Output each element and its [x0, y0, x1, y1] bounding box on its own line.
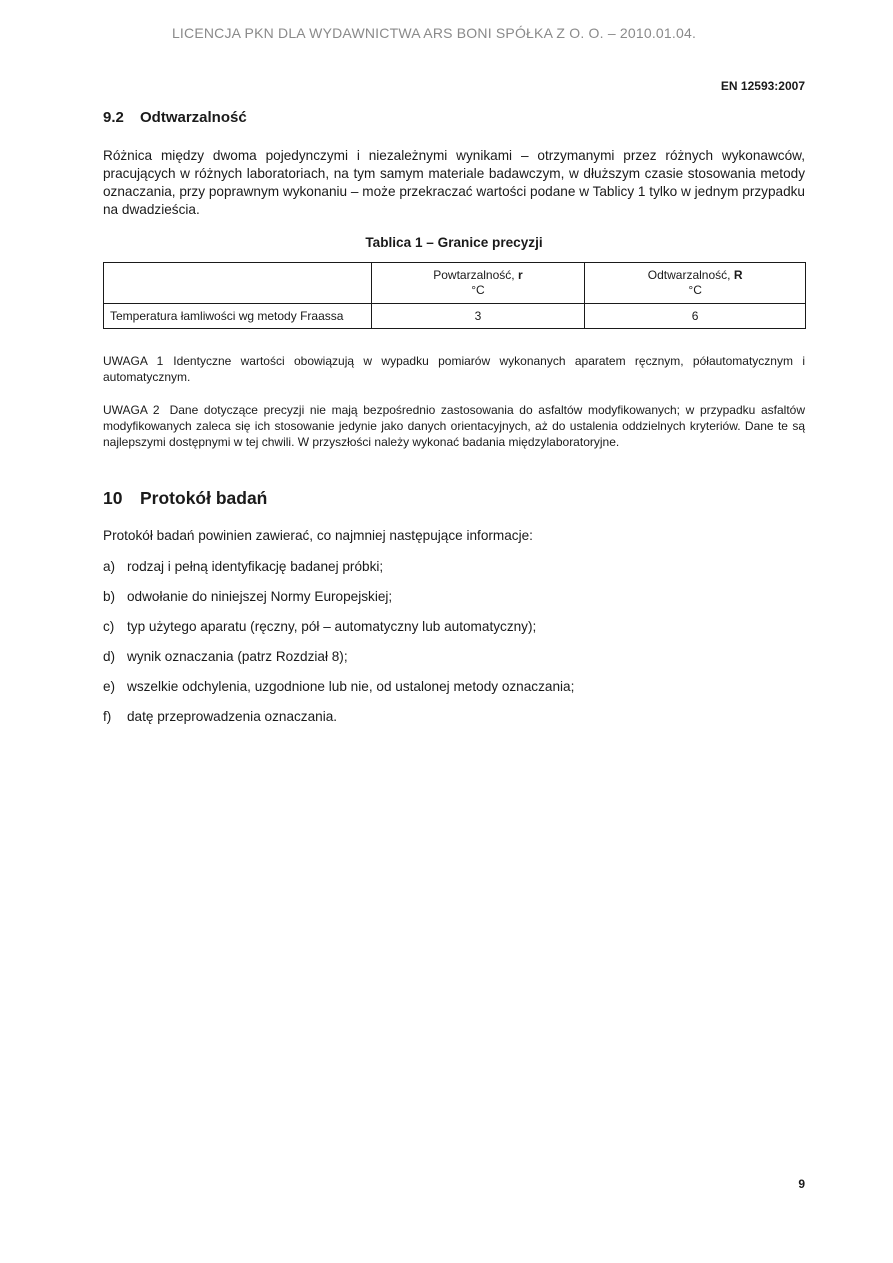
- table-header-empty-cell: [104, 263, 372, 304]
- table-header-reproducibility: [585, 263, 806, 304]
- repeatability-symbol: r: [517, 268, 523, 282]
- reproducibility-label: Odtwarzalność,: [647, 268, 731, 282]
- table-header-repeatability: [371, 263, 585, 304]
- row-repeatability-value: 3: [371, 304, 585, 329]
- table-title: Tablica 1 – Granice precyzji: [365, 235, 543, 250]
- list-marker: e): [103, 679, 116, 694]
- list-item-text: typ użytego aparatu (ręczny, pół – automatyczny lub automatyczny);: [127, 619, 537, 634]
- table-header-row: [104, 263, 806, 304]
- note-text: Dane dotyczące precyzji nie mają bezpośrednio zastosowania do asfaltów modyfikowanych; w przypadku asfaltów modyfikowanych zaleca się ich stosowanie jedynie jako danych orientacyjnych, aż do ustalenia oddzielnych kryteriów. Dane te są najlepszymi dostępnymi w tej chwili. W przyszłości należy wykonać badania międzylaboratoryjne.: [103, 403, 806, 449]
- list-marker: b): [103, 589, 116, 604]
- list-item: [103, 618, 574, 648]
- note-tag: UWAGA 2: [103, 403, 160, 417]
- list-item-text: rodzaj i pełną identyfikację badanej próbki;: [127, 559, 384, 574]
- note-text: Identyczne wartości obowiązują w wypadku pomiarów wykonanych aparatem ręcznym, półautomatycznym i automatycznym.: [103, 354, 805, 384]
- note-tag: UWAGA 1: [103, 354, 164, 368]
- section-number: 10: [103, 488, 123, 508]
- repeatability-label: Powtarzalność,: [433, 268, 515, 282]
- reproducibility-paragraph: Różnica między dwoma pojedynczymi i niezależnymi wynikami – otrzymanymi przez różnych wykonawców, pracujących w różnych laboratoriach, na tym samym materiale badawczym, w dłuższym czasie stosowania metody oznaczania, przy poprawnym wykonaniu – może przekraczać wartości podane w Tablicy 1 tylko w jednym przypadku na dwadzieścia.: [103, 148, 805, 217]
- section-title: Odtwarzalność: [140, 109, 247, 126]
- list-item: [103, 708, 574, 738]
- license-header: LICENCJA PKN DLA WYDAWNICTWA ARS BONI SPÓŁKA Z O. O. – 2010.01.04.: [171, 25, 697, 41]
- list-item-text: datę przeprowadzenia oznaczania.: [127, 709, 338, 724]
- list-marker: f): [103, 709, 112, 724]
- note-2: [103, 402, 805, 450]
- precision-table: [103, 262, 806, 329]
- list-item: [103, 558, 574, 588]
- document-id: EN 12593:2007: [720, 79, 805, 93]
- section-heading-10: [103, 488, 267, 509]
- reproducibility-unit: °C: [688, 283, 702, 297]
- repeatability-unit: °C: [471, 283, 485, 297]
- list-item: [103, 588, 574, 618]
- row-reproducibility-value: 6: [585, 304, 806, 329]
- reproducibility-symbol: R: [733, 268, 743, 282]
- report-intro: Protokół badań powinien zawierać, co najmniej następujące informacje:: [103, 528, 533, 543]
- note-1: [103, 353, 805, 385]
- list-marker: c): [103, 619, 115, 634]
- section-title: Protokół badań: [140, 488, 268, 508]
- table-row: [104, 304, 806, 329]
- list-item-text: wszelkie odchylenia, uzgodnione lub nie, od ustalonej metody oznaczania;: [127, 679, 575, 694]
- row-label-cell: Temperatura łamliwości wg metody Fraassa: [104, 304, 372, 329]
- section-number: 9.2: [103, 109, 124, 126]
- report-items-list: [103, 558, 574, 738]
- list-marker: a): [103, 559, 116, 574]
- list-marker: d): [103, 649, 116, 664]
- list-item: [103, 648, 574, 678]
- page-number: 9: [798, 1177, 805, 1191]
- section-heading-9-2: [103, 109, 247, 126]
- list-item-text: wynik oznaczania (patrz Rozdział 8);: [127, 649, 348, 664]
- list-item: [103, 678, 574, 708]
- list-item-text: odwołanie do niniejszej Normy Europejskiej;: [127, 589, 393, 604]
